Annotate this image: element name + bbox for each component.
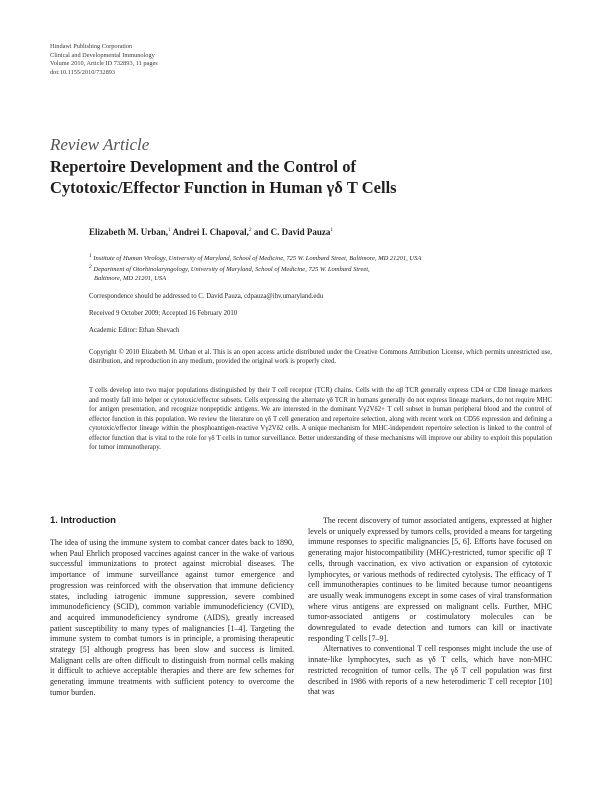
journal-header — [50, 43, 158, 77]
affiliation-text: Institute of Human Virology, University of Maryland, School of Medicine, 725 W. Lombard Street, Baltimore, MD 21201, USA — [91, 255, 422, 263]
right-column — [308, 516, 552, 698]
journal-name: Clinical and Developmental Immunology — [50, 51, 155, 59]
volume-info: Volume 2010, Article ID 732893, 11 pages — [50, 60, 158, 68]
affiliation-mark: 1 — [89, 253, 92, 259]
section-heading: 1. Introduction — [50, 515, 116, 526]
title-line-2: Cytotoxic/Effector Function in Human γδ T Cells — [50, 178, 397, 197]
author-list — [89, 227, 333, 237]
doi[interactable]: doi:10.1155/2010/732893 — [50, 68, 116, 76]
correspondence: Correspondence should be addressed to C. David Pauza, cdpauza@ihv.umaryland.edu — [89, 293, 324, 300]
affiliation-2 — [89, 263, 370, 283]
author-affiliation-mark: 2 — [248, 227, 252, 233]
left-column — [50, 538, 294, 699]
abstract: T cells develop into two major populations distinguished by their T cell receptor (TCR) chains. Cells with the αβ TCR generally express CD4 or CD8 lineage markers and mostly fall into helper or cytotoxic/effector subsets. Cells expressing the alternate γδ TCR in humans generally do not express lineage markers, do not require MHC for antigen presentation, and recognize nonpeptidic antigens. We are interested in the dominant Vγ2Vδ2+ T cell subset in human peripheral blood and the control of effector function in this population. We review the literature on γδ T cell generation and repertoire selection, along with recent work on CD56 expression and defining a cytotoxic/effector lineage within the phosphoantigen-reactive Vγ2Vδ2 cells. A unique mechanism for MHC-independent repertoire selection is linked to the control of effector function that is vital to the role for γδ T cells in tumor surveillance. Better understanding of these mechanisms will improve our ability to exploit this population for tumor immunotherapy. — [89, 387, 552, 451]
body-paragraph: The idea of using the immune system to combat cancer dates back to 1890, when Paul Ehrlich proposed vaccines against cancer in the wake of various successful immunizations to protect against microbial diseases. The importance of immune surveillance against tumor emergence and progression was reinforced with the observation that immune deficiency states, including iatrogenic immune suppression, severe combined immunodeficiency (SCID), common variable immunodeficiency (CVID), and acquired immunodeficiency syndrome (AIDS), greatly increased patient susceptibility to many types of malignancies [1–4]. Targeting the immune system to combat tumors is in principle, a promising therapeutic strategy [5] although progress has been slow and success is limited. Malignant cells are often difficult to distinguish from normal cells making it difficult to achieve acceptable therapies and there are few schemes for generating immune treatments with sufficient potency to overcome the tumor burden. — [50, 538, 294, 697]
affiliation-text: Department of Otorhinolaryngology, University of Maryland, School of Medicine, 725 W. Lombard Street, — [91, 266, 370, 274]
author-name: Andrei I. Chapoval, — [170, 227, 249, 237]
article-type: Review Article — [50, 135, 150, 154]
affiliation-mark: 2 — [89, 264, 92, 270]
body-paragraph: The recent discovery of tumor associated antigens, expressed at higher levels or uniquely expressed by tumors cells, provided a means for targeting immune responses to specific malignancies [5, 6]. Efforts have focused on generating major histocompatibility (MHC)-restricted, tumor specific αβ T cells, through vaccination, ex vivo activation or expansion of cytotoxic lymphocytes, or various methods of redirected cytolysis. The efficacy of T cell immunotherapies continues to be limited because tumor neoantigens are usually weak immunogens except in some cases of viral transformation where virus antigens are expressed on malignant cells. Further, MHC tumor-associated antigens or costimulatory molecules can be downregulated to evade detection and tumors can kill or inactivate responding T cells [7–9]. — [308, 516, 552, 643]
affiliation-1 — [89, 252, 421, 263]
title-line-1: Repertoire Development and the Control of — [50, 157, 356, 176]
body-paragraph: Alternatives to conventional T cell responses might include the use of innate-like lymphocytes, such as γδ T cells, which have non-MHC restricted recognition of tumor cells. The γδ T cell population was first described in 1986 with reports of a new heterodimeric T cell receptor [10] that was — [308, 644, 552, 697]
copyright-notice: Copyright © 2010 Elizabeth M. Urban et al. This is an open access article distributed under the Creative Commons Attribution License, which permits unrestricted use, distribution, and reproduction in any medium, provided the original work is properly cited. — [89, 349, 552, 366]
academic-editor: Academic Editor: Ethan Shevach — [89, 327, 180, 334]
author-name: Elizabeth M. Urban, — [89, 227, 169, 237]
affiliation-text-cont: Baltimore, MD 21201, USA — [94, 275, 167, 283]
article-title — [50, 156, 570, 198]
author-name: and C. David Pauza — [251, 227, 331, 237]
received-dates: Received 9 October 2009; Accepted 16 February 2010 — [89, 310, 238, 317]
author-affiliation-mark: 1 — [168, 227, 171, 233]
publisher: Hindawi Publishing Corporation — [50, 43, 133, 50]
author-affiliation-mark: 1 — [330, 227, 334, 233]
